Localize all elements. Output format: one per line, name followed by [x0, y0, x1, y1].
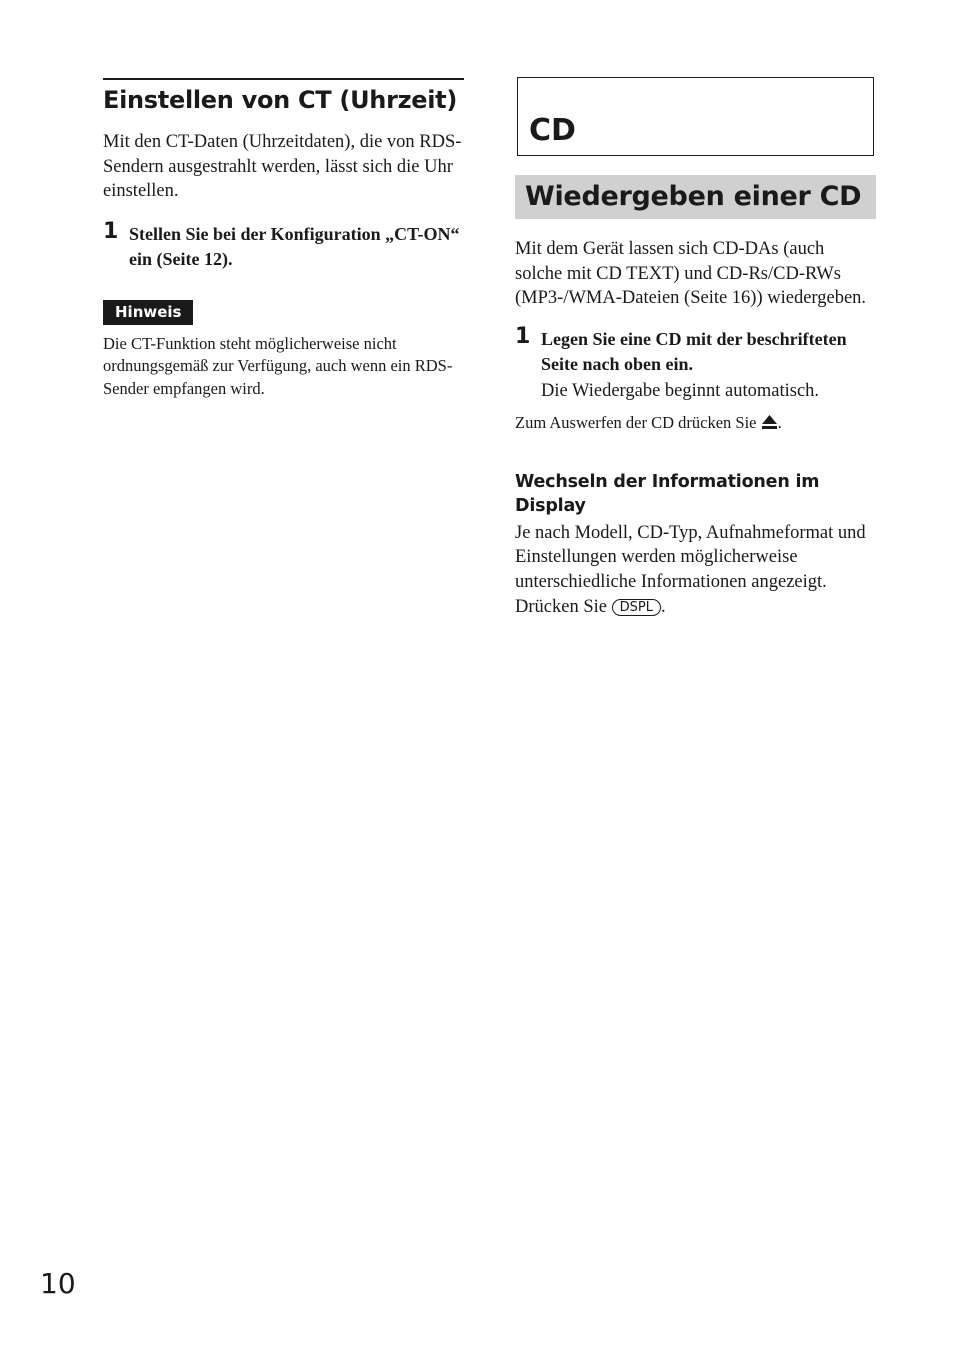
- chapter-box: [517, 77, 874, 156]
- left-column: [103, 78, 464, 400]
- display-heading: Wechseln der Informationen im Display: [515, 471, 820, 516]
- display-end: .: [660, 596, 666, 617]
- page-number: 10: [40, 1267, 76, 1300]
- section-bar: [515, 175, 876, 219]
- section-title: Wiedergeben einer CD: [525, 181, 862, 212]
- display-text: [515, 521, 876, 619]
- eject-end: .: [777, 412, 782, 432]
- cd-step: [515, 323, 876, 377]
- eject-instruction: [515, 412, 876, 436]
- heading-rule: [103, 78, 464, 80]
- note-badge: Hinweis: [103, 300, 193, 325]
- step-number: 1: [515, 323, 531, 349]
- eject-text: Zum Auswerfen der CD drücken Sie: [515, 412, 757, 432]
- step-text: Legen Sie eine CD mit der beschrifteten Seite nach oben ein.: [541, 328, 847, 374]
- ct-heading: Einstellen von CT (Uhrzeit): [103, 86, 458, 114]
- display-press: Drücken Sie: [515, 596, 607, 617]
- ct-intro: Mit den CT-Daten (Uhrzeitdaten), die von RDS-Sendern ausgestrahlt werden, lässt sich die Uhr einstellen.: [103, 132, 462, 202]
- step-result: Die Wiedergabe beginnt automatisch.: [541, 380, 820, 401]
- ct-step: [103, 218, 464, 272]
- eject-icon: [761, 414, 778, 436]
- step-text: Stellen Sie bei der Konfiguration „CT-ON“ ein (Seite 12).: [129, 223, 460, 269]
- cd-intro: Mit dem Gerät lassen sich CD-DAs (auch solche mit CD TEXT) und CD-Rs/CD-RWs (MP3-/WMA-Dateien (Seite 16)) wiedergeben.: [515, 239, 867, 309]
- dspl-key-icon: DSPL: [612, 599, 661, 616]
- chapter-title: CD: [529, 113, 576, 148]
- note-text: Die CT-Funktion steht möglicherweise nicht ordnungsgemäß zur Verfügung, auch wenn ein RDS-Sender empfangen wird.: [103, 333, 453, 398]
- display-description: Je nach Modell, CD-Typ, Aufnahmeformat und Einstellungen werden möglicherweise unterschiedliche Informationen angezeigt.: [515, 522, 866, 592]
- right-column: [515, 77, 876, 619]
- step-number: 1: [103, 218, 119, 244]
